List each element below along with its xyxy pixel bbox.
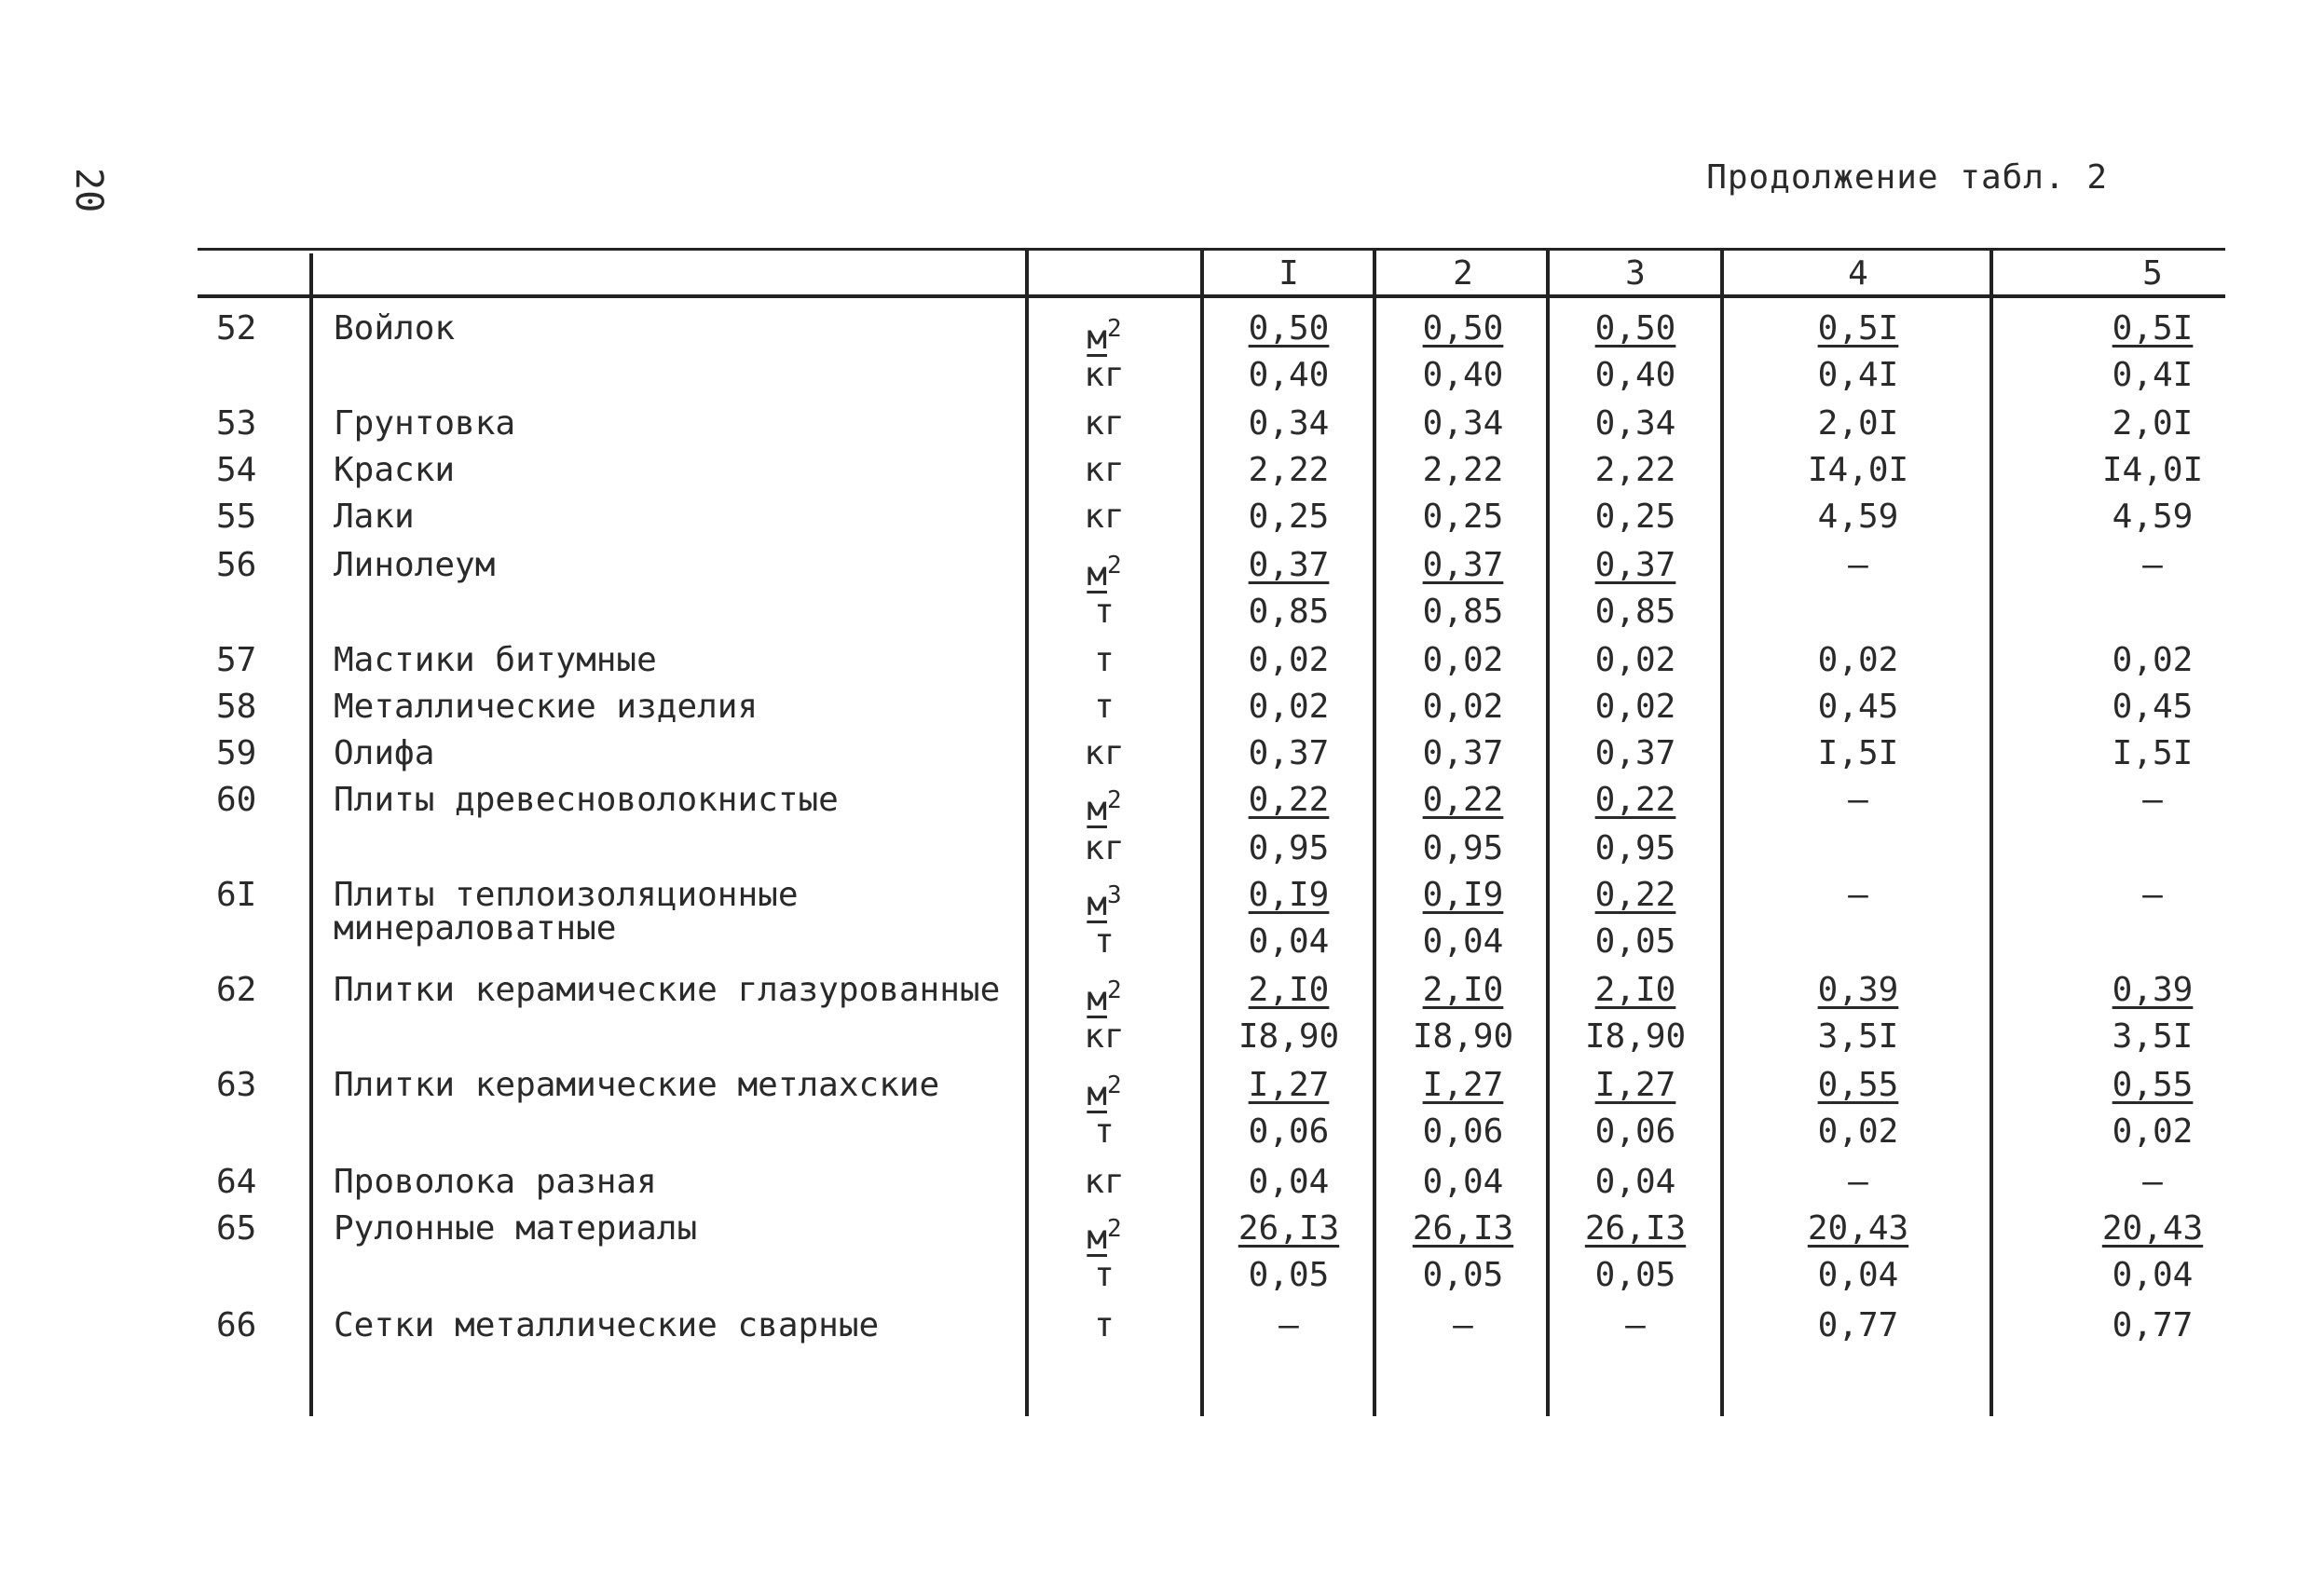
material-name: Проволока разная <box>334 1163 657 1201</box>
value-col-5: 3,5I <box>2112 1017 2194 1056</box>
unit <box>1062 1014 1146 1060</box>
value-col-4: 2,0I <box>1817 404 1899 443</box>
value-col-1: 0,50 <box>1248 309 1330 348</box>
material-name: Металлические изделия <box>334 688 759 726</box>
value-col-5: 4,59 <box>2112 498 2194 536</box>
table-row <box>0 1252 2311 1299</box>
material-name: Плитки керамические глазурованные <box>334 971 1001 1009</box>
value-col-3: I8,90 <box>1584 1017 1687 1056</box>
row-number: 53 <box>216 404 257 443</box>
value-col-4: 0,5I <box>1817 309 1899 348</box>
value-col-3: 0,37 <box>1594 546 1676 584</box>
value-col-4: 0,77 <box>1817 1306 1899 1344</box>
table-row <box>0 730 2311 777</box>
value-col-1: I,27 <box>1248 1066 1330 1104</box>
unit <box>1062 589 1146 635</box>
value-col-2: – <box>1453 1306 1473 1344</box>
value-col-2: 0,02 <box>1422 641 1504 679</box>
value-col-5: 0,55 <box>2112 1066 2194 1104</box>
row-number: 60 <box>216 781 257 819</box>
unit-label: м <box>1087 790 1108 828</box>
unit-label: м <box>1087 1219 1108 1257</box>
table-row <box>0 1159 2311 1206</box>
value-col-2: 0,25 <box>1422 498 1504 536</box>
table-row <box>0 589 2311 635</box>
table-row <box>0 1109 2311 1155</box>
value-col-2: 0,37 <box>1422 546 1504 584</box>
value-col-3: 0,04 <box>1594 1163 1676 1201</box>
value-col-4: 0,39 <box>1817 971 1899 1009</box>
value-col-5: 0,02 <box>2112 1112 2194 1151</box>
material-name: Мастики битумные <box>334 641 657 679</box>
table-row <box>0 637 2311 684</box>
column-header-2: 2 <box>1453 254 1473 293</box>
unit <box>1062 447 1146 494</box>
unit-label: кг <box>1084 1017 1125 1056</box>
value-col-4: 0,04 <box>1817 1256 1899 1294</box>
value-col-2: 0,34 <box>1422 404 1504 443</box>
unit-label: т <box>1094 641 1114 679</box>
value-col-4: 4,59 <box>1817 498 1899 536</box>
unit <box>1062 1159 1146 1206</box>
value-col-2: 0,04 <box>1422 1163 1504 1201</box>
value-col-1: 0,05 <box>1248 1256 1330 1294</box>
row-number: 56 <box>216 546 257 584</box>
value-col-2: 0,95 <box>1422 829 1504 867</box>
table-top-rule <box>198 248 2225 251</box>
unit-label: м <box>1087 319 1108 357</box>
unit-label: м <box>1087 1075 1108 1113</box>
value-col-5: 0,02 <box>2112 641 2194 679</box>
material-name-continued: минераловатные <box>334 909 617 948</box>
value-col-4: 3,5I <box>1817 1017 1899 1056</box>
unit-label: м <box>1087 885 1108 923</box>
value-col-3: 26,I3 <box>1584 1209 1687 1248</box>
row-number: 59 <box>216 734 257 772</box>
unit-label: м <box>1087 980 1108 1018</box>
value-col-5: 0,77 <box>2112 1306 2194 1344</box>
unit-label: т <box>1094 922 1114 961</box>
table-row <box>0 919 2311 965</box>
unit <box>1062 1252 1146 1299</box>
table-row <box>0 1014 2311 1060</box>
row-number: 66 <box>216 1306 257 1344</box>
value-col-1: 0,34 <box>1248 404 1330 443</box>
row-number: 52 <box>216 309 257 348</box>
value-col-5: – <box>2142 781 2163 819</box>
value-col-3: 0,22 <box>1594 876 1676 914</box>
unit-label: кг <box>1084 1163 1125 1201</box>
unit <box>1062 1303 1146 1349</box>
value-col-5: I,5I <box>2112 734 2194 772</box>
value-col-2: 0,37 <box>1422 734 1504 772</box>
unit <box>1062 637 1146 684</box>
value-col-5: – <box>2142 876 2163 914</box>
unit-label: т <box>1094 1306 1114 1344</box>
table-header-rule <box>198 294 2225 298</box>
material-name: Краски <box>334 451 456 489</box>
page-number: 20 <box>67 168 110 213</box>
value-col-2: 0,50 <box>1422 309 1504 348</box>
value-col-1: 0,95 <box>1248 829 1330 867</box>
material-name: Линолеум <box>334 546 496 584</box>
value-col-4: – <box>1848 1163 1868 1201</box>
table-row <box>0 352 2311 399</box>
unit <box>1062 401 1146 447</box>
table-row <box>0 967 2311 1018</box>
value-col-3: 0,25 <box>1594 498 1676 536</box>
material-name: Плиты теплоизоляционные <box>334 876 799 914</box>
unit-label: кг <box>1084 451 1125 489</box>
value-col-2: 2,I0 <box>1422 971 1504 1009</box>
value-col-3: 0,34 <box>1594 404 1676 443</box>
unit-exponent: 3 <box>1107 881 1122 909</box>
value-col-2: 0,05 <box>1422 1256 1504 1294</box>
unit <box>1062 352 1146 399</box>
material-name: Плиты древесноволокнистые <box>334 781 839 819</box>
value-col-2: I,27 <box>1422 1066 1504 1104</box>
unit <box>1062 777 1146 833</box>
table-row <box>0 684 2311 730</box>
unit-exponent: 2 <box>1107 976 1122 1004</box>
table-caption: Продолжение табл. 2 <box>1706 158 2108 197</box>
value-col-5: 20,43 <box>2101 1209 2204 1248</box>
value-col-2: 0,40 <box>1422 356 1504 394</box>
row-number: 58 <box>216 688 257 726</box>
row-number: 6I <box>216 876 257 914</box>
unit-label: т <box>1094 1256 1114 1294</box>
value-col-2: I8,90 <box>1412 1017 1514 1056</box>
value-col-1: 0,25 <box>1248 498 1330 536</box>
table-row <box>0 1062 2311 1113</box>
value-col-1: 26,I3 <box>1238 1209 1340 1248</box>
value-col-3: 0,05 <box>1594 1256 1676 1294</box>
row-number: 64 <box>216 1163 257 1201</box>
value-col-5: – <box>2142 1163 2163 1201</box>
column-header-4: 4 <box>1848 254 1868 293</box>
value-col-1: 0,37 <box>1248 546 1330 584</box>
value-col-5: 0,5I <box>2112 309 2194 348</box>
row-number: 57 <box>216 641 257 679</box>
value-col-4: – <box>1848 781 1868 819</box>
unit-label: кг <box>1084 356 1125 394</box>
unit <box>1062 1109 1146 1155</box>
value-col-1: 0,37 <box>1248 734 1330 772</box>
unit-label: т <box>1094 1112 1114 1151</box>
value-col-2: 0,85 <box>1422 593 1504 631</box>
value-col-3: 0,06 <box>1594 1112 1676 1151</box>
value-col-4: 0,4I <box>1817 356 1899 394</box>
value-col-3: 0,05 <box>1594 922 1676 961</box>
row-number: 54 <box>216 451 257 489</box>
unit-label: кг <box>1084 404 1125 443</box>
material-name: Грунтовка <box>334 404 516 443</box>
row-number: 65 <box>216 1209 257 1248</box>
value-col-1: 0,22 <box>1248 781 1330 819</box>
value-col-4: 0,55 <box>1817 1066 1899 1104</box>
value-col-3: 0,85 <box>1594 593 1676 631</box>
table-row <box>0 494 2311 540</box>
unit-label: кг <box>1084 498 1125 536</box>
material-name: Рулонные материалы <box>334 1209 698 1248</box>
value-col-5: 2,0I <box>2112 404 2194 443</box>
value-col-1: 0,02 <box>1248 641 1330 679</box>
row-number: 55 <box>216 498 257 536</box>
row-number: 62 <box>216 971 257 1009</box>
value-col-3: 0,22 <box>1594 781 1676 819</box>
material-name: Лаки <box>334 498 415 536</box>
column-header-1: I <box>1279 254 1299 293</box>
value-col-3: 0,02 <box>1594 641 1676 679</box>
value-col-2: 0,04 <box>1422 922 1504 961</box>
unit-exponent: 2 <box>1107 1071 1122 1099</box>
value-col-4: 0,02 <box>1817 1112 1899 1151</box>
unit-label: кг <box>1084 734 1125 772</box>
value-col-3: 0,95 <box>1594 829 1676 867</box>
value-col-3: 0,50 <box>1594 309 1676 348</box>
value-col-4: 0,02 <box>1817 641 1899 679</box>
table-row <box>0 542 2311 593</box>
value-col-5: 0,45 <box>2112 688 2194 726</box>
value-col-4: 0,45 <box>1817 688 1899 726</box>
value-col-3: 0,40 <box>1594 356 1676 394</box>
table-row <box>0 401 2311 447</box>
unit-exponent: 2 <box>1107 1215 1122 1243</box>
value-col-1: 0,85 <box>1248 593 1330 631</box>
value-col-2: 26,I3 <box>1412 1209 1514 1248</box>
table-row <box>0 777 2311 828</box>
unit-label: т <box>1094 688 1114 726</box>
unit-exponent: 2 <box>1107 552 1122 580</box>
row-number: 63 <box>216 1066 257 1104</box>
value-col-5: I4,0I <box>2101 451 2204 489</box>
value-col-1: 0,04 <box>1248 1163 1330 1201</box>
value-col-3: 0,02 <box>1594 688 1676 726</box>
value-col-1: 0,06 <box>1248 1112 1330 1151</box>
unit <box>1062 684 1146 730</box>
unit-exponent: 2 <box>1107 315 1122 343</box>
value-col-3: I,27 <box>1594 1066 1676 1104</box>
value-col-2: 0,22 <box>1422 781 1504 819</box>
value-col-4: I4,0I <box>1807 451 1909 489</box>
unit-label: кг <box>1084 829 1125 867</box>
column-header-3: 3 <box>1625 254 1646 293</box>
value-col-4: – <box>1848 876 1868 914</box>
value-col-1: I8,90 <box>1238 1017 1340 1056</box>
unit-exponent: 2 <box>1107 786 1122 814</box>
value-col-5: 0,4I <box>2112 356 2194 394</box>
unit <box>1062 825 1146 872</box>
value-col-1: 0,04 <box>1248 922 1330 961</box>
table-row <box>0 306 2311 357</box>
column-header-5: 5 <box>2142 254 2163 293</box>
value-col-5: 0,39 <box>2112 971 2194 1009</box>
table-row <box>0 447 2311 494</box>
value-col-3: 2,22 <box>1594 451 1676 489</box>
table-row <box>0 1303 2311 1349</box>
table-row <box>0 825 2311 872</box>
unit <box>1062 494 1146 540</box>
value-col-1: 0,40 <box>1248 356 1330 394</box>
value-col-4: – <box>1848 546 1868 584</box>
value-col-3: 0,37 <box>1594 734 1676 772</box>
value-col-5: 0,04 <box>2112 1256 2194 1294</box>
value-col-1: 0,02 <box>1248 688 1330 726</box>
material-name: Плитки керамические метлахские <box>334 1066 940 1104</box>
value-col-4: 20,43 <box>1807 1209 1909 1248</box>
unit-label: т <box>1094 593 1114 631</box>
value-col-1: 2,I0 <box>1248 971 1330 1009</box>
value-col-2: 2,22 <box>1422 451 1504 489</box>
value-col-4: I,5I <box>1817 734 1899 772</box>
material-name: Сетки металлические сварные <box>334 1306 880 1344</box>
value-col-2: 0,I9 <box>1422 876 1504 914</box>
material-name: Войлок <box>334 309 456 348</box>
material-name: Олифа <box>334 734 435 772</box>
value-col-5: – <box>2142 546 2163 584</box>
unit-label: м <box>1087 555 1108 593</box>
unit <box>1062 730 1146 777</box>
table-row <box>0 1206 2311 1257</box>
value-col-2: 0,02 <box>1422 688 1504 726</box>
value-col-2: 0,06 <box>1422 1112 1504 1151</box>
value-col-1: 2,22 <box>1248 451 1330 489</box>
value-col-1: 0,I9 <box>1248 876 1330 914</box>
value-col-3: – <box>1625 1306 1646 1344</box>
value-col-1: – <box>1279 1306 1299 1344</box>
value-col-3: 2,I0 <box>1594 971 1676 1009</box>
unit <box>1062 919 1146 965</box>
